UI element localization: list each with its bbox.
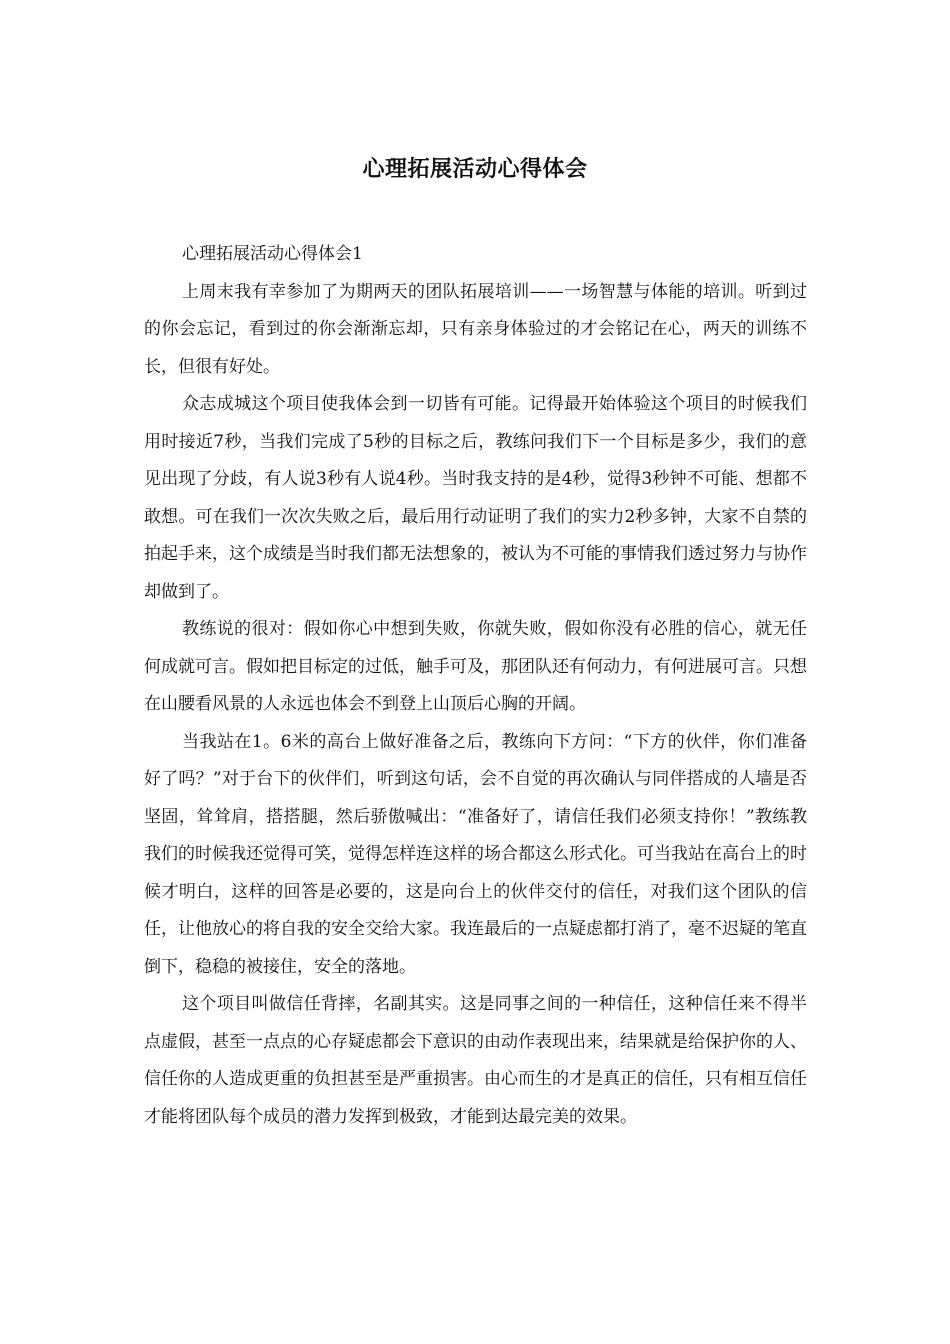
paragraph: 这个项目叫做信任背摔，名副其实。这是同事之间的一种信任，这种信任来不得半点虚假，甚至一点点的心存疑虑都会下意识的由动作表现出来，结果就是给保护你的人、信任你的人造成更重的负担甚至是严重损害。由心而生的才是真正的信任，只有相互信任才能将团队每个成员的潜力发挥到极致，才能到达最完美的效果。 [144,994,807,1127]
section-heading: 心理拓展活动心得体会1 [182,244,363,264]
paragraph: 上周末我有幸参加了为期两天的团队拓展培训——一场智慧与体能的培训。听到过的你会忘记，看到过的你会渐渐忘却，只有亲身体验过的才会铭记在心，两天的训练不长，但很有好处。 [144,281,807,377]
paragraph: 当我站在1。6米的高台上做好准备之后，教练向下方问：“下方的伙伴，你们准备好了吗？”对于台下的伙伴们，听到这句话，会不自觉的再次确认与同伴搭成的人墙是否坚固，耸耸肩，搭搭腿，然后骄傲喊出：“准备好了，请信任我们必须支持你！”教练教我们的时候我还觉得可笑，觉得怎样连这样的场合都这么形式化。可当我站在高台上的时候才明白，这样的回答是必要的，这是向台上的伙伴交付的信任，对我们这个团队的信任，让他放心的将自我的安全交给大家。我连最后的一点疑虑都打消了，毫不迟疑的笔直倒下，稳稳的被接住，安全的落地。 [144,731,807,977]
paragraph: 众志成城这个项目使我体会到一切皆有可能。记得最开始体验这个项目的时候我们用时接近7秒，当我们完成了5秒的目标之后，教练问我们下一个目标是多少，我们的意见出现了分歧，有人说3秒有人说4秒。当时我支持的是4秒，觉得3秒钟不可能、想都不敢想。可在我们一次次失败之后，最后用行动证明了我们的实力2秒多钟，大家不自禁的拍起手来，这个成绩是当时我们都无法想象的，被认为不可能的事情我们透过努力与协作却做到了。 [144,394,807,602]
paragraph: 教练说的很对：假如你心中想到失败，你就失败，假如你没有必胜的信心，就无任何成就可言。假如把目标定的过低，触手可及，那团队还有何动力，有何进展可言。只想在山腰看风景的人永远也体会不到登上山顶后心胸的开阔。 [144,619,807,714]
document-body [144,236,807,1136]
document-title: 心理拓展活动心得体会 [362,157,588,182]
